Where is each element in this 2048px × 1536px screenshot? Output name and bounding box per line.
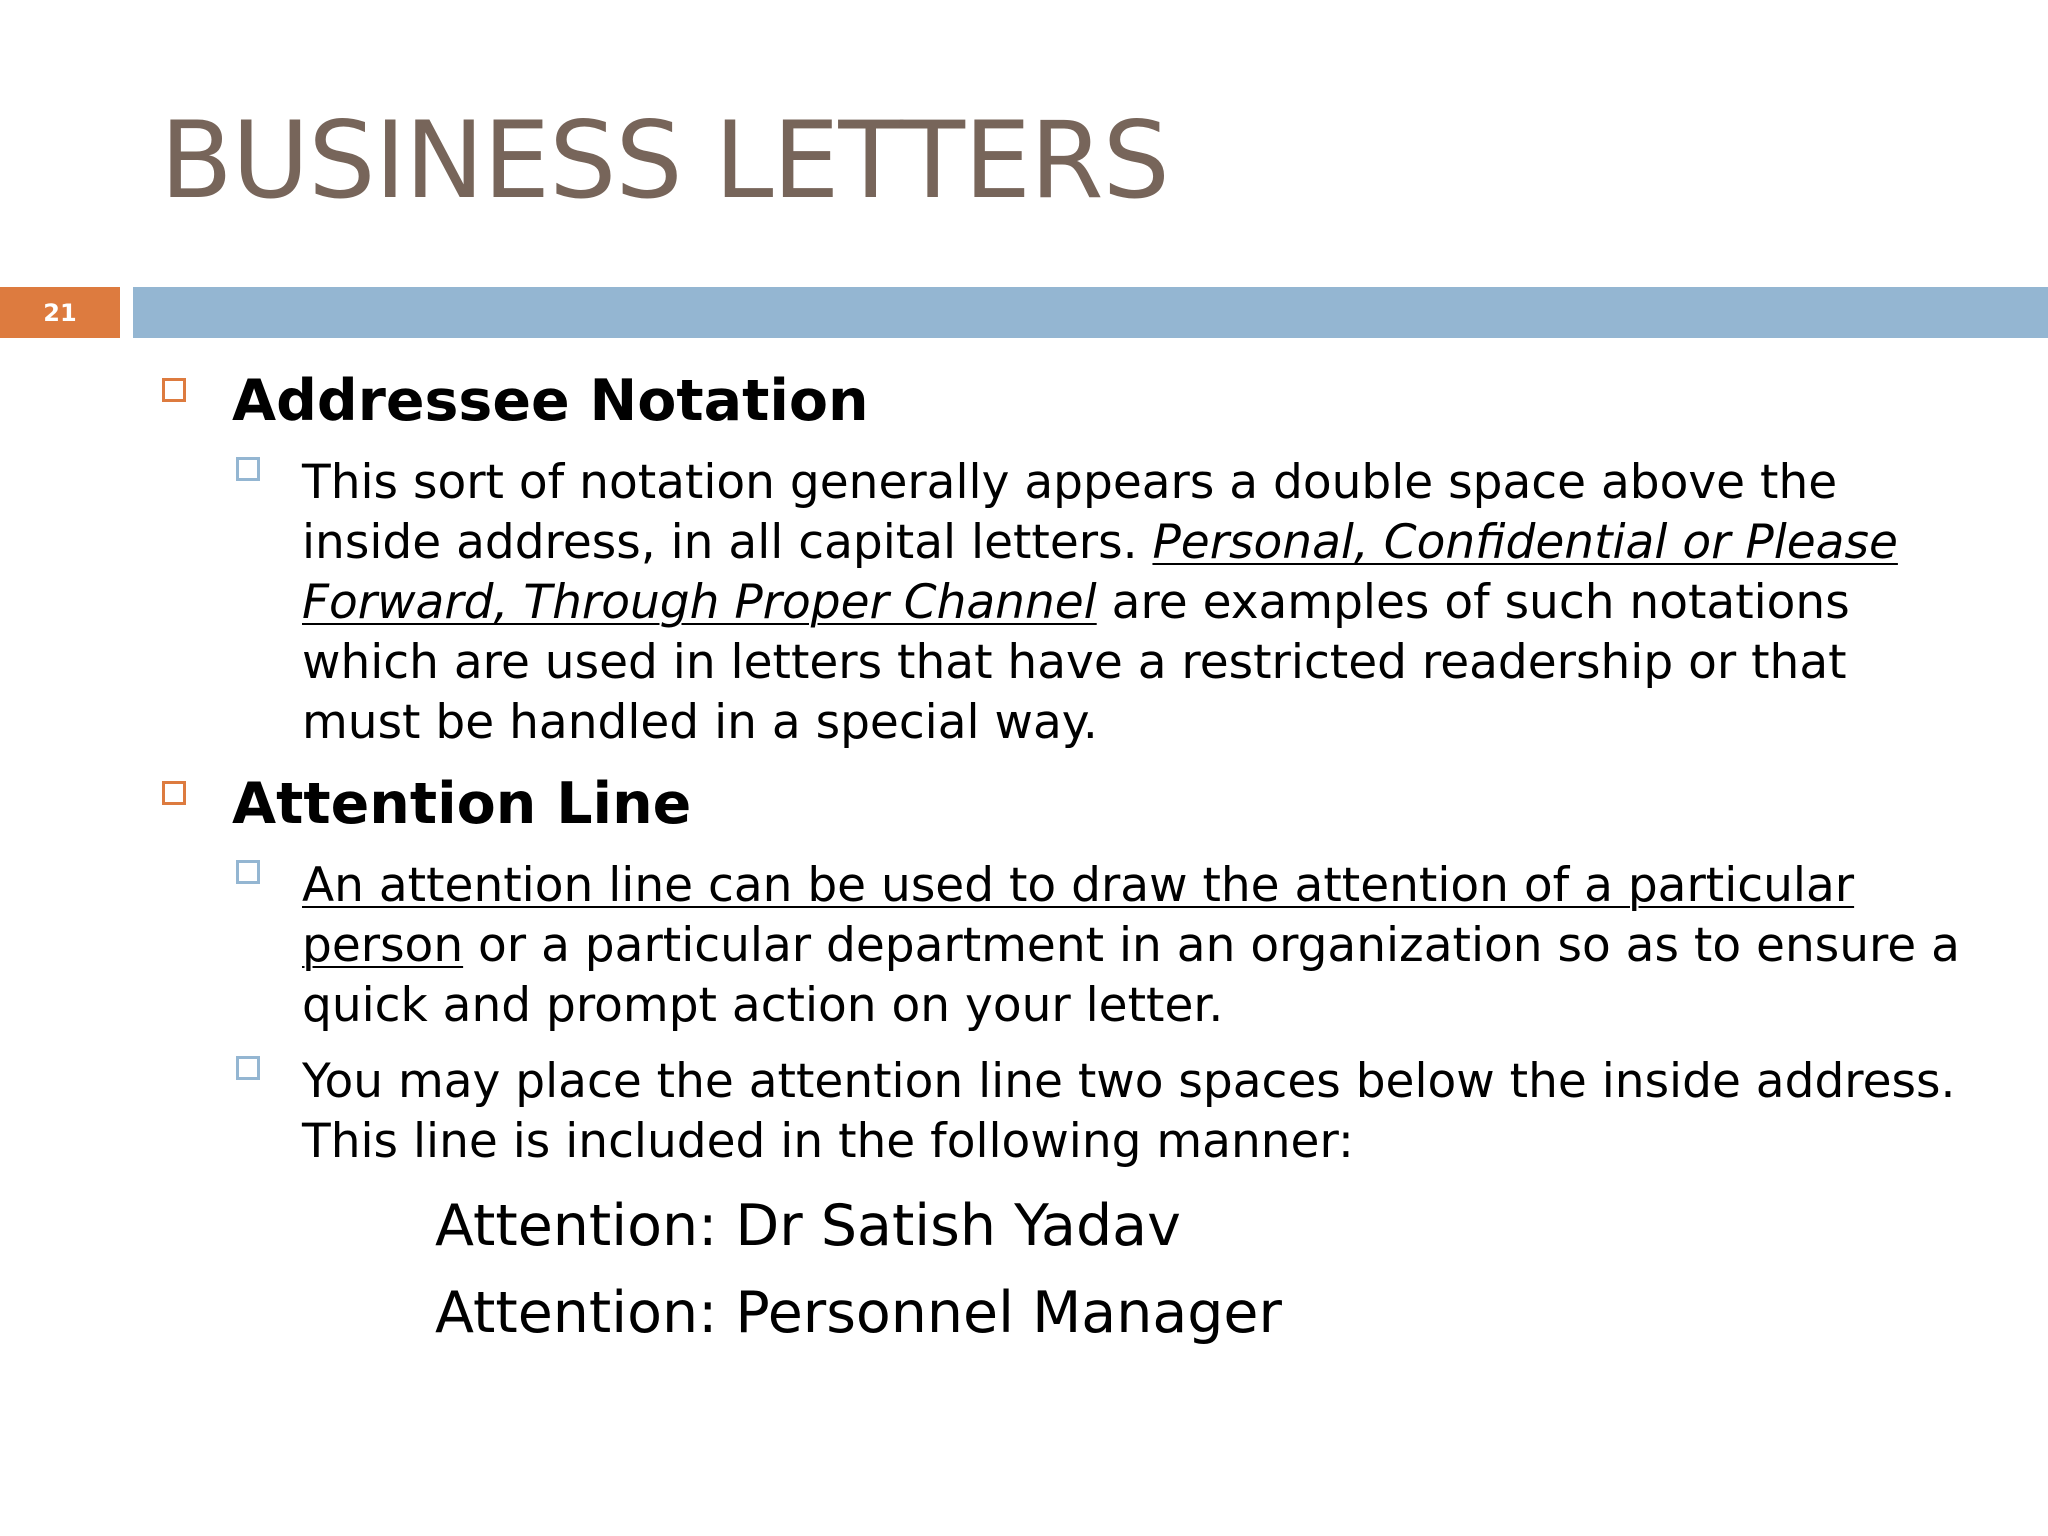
paragraph-text: or a particular department in an organization so as to ensure a quick and prompt action on your letter.: [302, 918, 1960, 1033]
slide-number: 21: [0, 287, 120, 338]
slide-title: BUSINESS LETTERS: [160, 99, 1169, 222]
hollow-square-bullet-icon: [236, 860, 260, 884]
attention-line-definition: An attention line can be used to draw the attention of a particular person: [302, 858, 1855, 973]
hollow-square-bullet-icon: [236, 1056, 260, 1080]
attention-line-paragraph: [302, 856, 1962, 1036]
section-heading-attention-line: Attention Line: [232, 771, 692, 837]
attention-example-2: Attention: Personnel Manager: [435, 1280, 1282, 1346]
paragraph-text: This sort of notation generally appears a double space above the inside address, in all capital letters.: [302, 455, 1838, 570]
notation-examples: Personal, Confidential or Please Forward, Through Proper Channel: [302, 515, 1898, 630]
attention-example-1: Attention: Dr Satish Yadav: [435, 1193, 1181, 1259]
section-heading-addressee-notation: Addressee Notation: [232, 368, 869, 434]
hollow-square-bullet-icon: [162, 781, 186, 805]
paragraph-text: are examples of such notations which are used in letters that have a restricted readership or that must be handled in a special way.: [302, 575, 1850, 750]
addressee-notation-paragraph: [302, 453, 1962, 753]
hollow-square-bullet-icon: [236, 457, 260, 481]
title-rule-bar: [133, 287, 2048, 338]
attention-line-placement-paragraph: You may place the attention line two spaces below the inside address. This line is included in the following manner:: [302, 1054, 1956, 1169]
hollow-square-bullet-icon: [162, 378, 186, 402]
